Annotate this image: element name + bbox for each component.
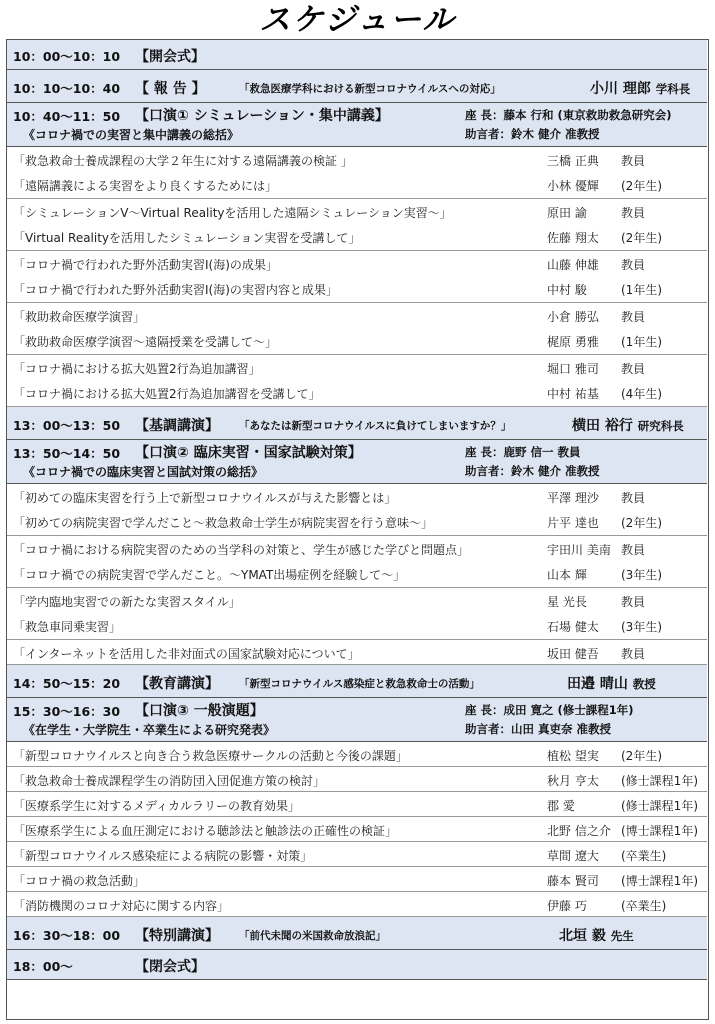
presentation-title: 「医療系学生による血圧測定における聴診法と触診法の正確性の検証」 bbox=[13, 824, 398, 838]
presenter-name: 中村 駿 bbox=[547, 283, 587, 297]
session-time: 13：00〜13：50 bbox=[13, 418, 121, 433]
presentation-title: 「コロナ禍における拡大処置2行為追加講習」 bbox=[13, 362, 261, 376]
session-chair: 座 長：鹿野 信一 教員 bbox=[465, 445, 581, 459]
session-advisor: 助言者：鈴木 健介 准教授 bbox=[465, 464, 600, 478]
lecture-title: 「新型コロナウイルス感染症と救急救命士の活動」 bbox=[239, 678, 480, 690]
session-time: 16：30〜18：00 bbox=[13, 928, 121, 943]
presenter-role: 教員 bbox=[621, 310, 646, 324]
presentation-title: 「救急救命士養成課程の大学２年生に対する遠隔講義の検証 」 bbox=[13, 154, 353, 168]
presenter-role: (2年生) bbox=[621, 749, 662, 763]
session-row bbox=[7, 950, 707, 980]
presentation-group bbox=[7, 147, 707, 199]
speaker bbox=[559, 925, 634, 945]
presenter-name: 平澤 理沙 bbox=[547, 491, 599, 505]
presenter-name: 伊藤 巧 bbox=[547, 899, 587, 913]
presenter-name: 星 光長 bbox=[547, 595, 587, 609]
presentation-title: 「インターネットを活用した非対面式の国家試験対応について」 bbox=[13, 647, 360, 661]
presentation-group bbox=[7, 355, 707, 407]
session-time: 13：50〜14：50 bbox=[13, 446, 121, 461]
presentation-title: 「コロナ禍における病院実習のための当学科の対策と、学生が感じた学びと問題点」 bbox=[13, 543, 470, 557]
presenter-name: 宇田川 美南 bbox=[547, 543, 611, 557]
presentation-group bbox=[7, 817, 707, 842]
presentation-title: 「遠隔講義による実習をより良くするためには」 bbox=[13, 179, 278, 193]
session-name: 【口演② 臨床実習・国家試験対策】 bbox=[135, 445, 362, 461]
session-time: 18：00〜 bbox=[13, 959, 73, 974]
oral-session-header bbox=[7, 103, 707, 147]
speaker bbox=[567, 673, 656, 693]
presentation-title: 「コロナ禍での病院実習で学んだこと。〜YMAT出場症例を経験して〜」 bbox=[13, 568, 406, 582]
lecture-title: 「救急医療学科における新型コロナウイルスへの対応」 bbox=[239, 83, 501, 95]
presentation-title: 「救助救命医療学演習」 bbox=[13, 310, 146, 324]
presentation-title: 「救急救命士養成課程学生の消防団入団促進方策の検討」 bbox=[13, 774, 326, 788]
speaker bbox=[590, 78, 690, 98]
presenter-role: (修士課程1年) bbox=[621, 774, 698, 788]
lecture-row bbox=[7, 70, 707, 103]
presentation-group bbox=[7, 892, 707, 917]
presentation-title: 「初めての病院実習で学んだこと〜救急救命士学生が病院実習を行う意味〜」 bbox=[13, 516, 434, 530]
presenter-role: (2年生) bbox=[621, 231, 662, 245]
presenter-role: (2年生) bbox=[621, 179, 662, 193]
presenter-name: 片平 達也 bbox=[547, 516, 599, 530]
session-name: 【特別講演】 bbox=[135, 928, 219, 944]
session-name: 【口演③ 一般演題】 bbox=[135, 703, 264, 719]
presenter-role: (1年生) bbox=[621, 283, 662, 297]
speaker-role: 先生 bbox=[610, 929, 634, 943]
presenter-role: (3年生) bbox=[621, 568, 662, 582]
lecture-title: 「前代未聞の米国救命放浪記」 bbox=[239, 930, 386, 942]
presenter-name: 植松 望実 bbox=[547, 749, 599, 763]
presenter-role: 教員 bbox=[621, 543, 646, 557]
presentation-group bbox=[7, 199, 707, 251]
presenter-role: 教員 bbox=[621, 258, 646, 272]
presenter-role: (2年生) bbox=[621, 516, 662, 530]
presentation-group bbox=[7, 792, 707, 817]
session-time: 10：40〜11：50 bbox=[13, 109, 121, 124]
presentation-title: 「Virtual Realityを活用したシミュレーション実習を受講して」 bbox=[13, 231, 361, 245]
lecture-row bbox=[7, 917, 707, 950]
presenter-name: 秋月 亨太 bbox=[547, 774, 599, 788]
presenter-role: (博士課程1年) bbox=[621, 824, 698, 838]
presenter-role: 教員 bbox=[621, 154, 646, 168]
speaker-role: 学科長 bbox=[655, 82, 691, 96]
lecture-title: 「あなたは新型コロナウイルスに負けてしまいますか？」 bbox=[239, 420, 512, 432]
presentation-title: 「医療系学生に対するメディカルラリーの教育効果」 bbox=[13, 799, 301, 813]
presentation-title: 「学内臨地実習での新たな実習スタイル」 bbox=[13, 595, 241, 609]
session-name: 【開会式】 bbox=[135, 49, 205, 65]
presentation-group bbox=[7, 842, 707, 867]
session-advisor: 助言者：鈴木 健介 准教授 bbox=[465, 127, 600, 141]
presenter-role: (1年生) bbox=[621, 335, 662, 349]
presenter-role: (3年生) bbox=[621, 620, 662, 634]
session-chair: 座 長：藤本 行和 (東京救助救急研究会) bbox=[465, 108, 672, 122]
presenter-role: (卒業生) bbox=[621, 899, 667, 913]
presenter-role: 教員 bbox=[621, 595, 646, 609]
presenter-role: (4年生) bbox=[621, 387, 662, 401]
presenter-name: 草間 遼大 bbox=[547, 849, 599, 863]
presentation-title: 「救急車同乗実習」 bbox=[13, 620, 122, 634]
presentation-title: 「コロナ禍で行われた野外活動実習Ⅰ(海)の成果」 bbox=[13, 258, 278, 272]
session-time: 10：00〜10：10 bbox=[13, 49, 121, 64]
presentation-group bbox=[7, 767, 707, 792]
session-name: 【 報 告 】 bbox=[135, 81, 206, 97]
speaker-role: 教授 bbox=[632, 677, 656, 691]
presenter-role: (修士課程1年) bbox=[621, 799, 698, 813]
session-name: 【教育講演】 bbox=[135, 676, 219, 692]
presenter-name: 堀口 雅司 bbox=[547, 362, 599, 376]
schedule-table bbox=[6, 39, 709, 1020]
presentation-title: 「新型コロナウイルス感染症による病院の影響・対策」 bbox=[13, 849, 313, 863]
session-name: 【閉会式】 bbox=[135, 959, 205, 975]
presenter-name: 中村 祐基 bbox=[547, 387, 599, 401]
presenter-name: 郡 愛 bbox=[547, 799, 575, 813]
presentation-group bbox=[7, 303, 707, 355]
presentation-title: 「コロナ禍における拡大処置2行為追加講習を受講して」 bbox=[13, 387, 321, 401]
page-title: スケジュール bbox=[259, 2, 456, 38]
oral-session-header bbox=[7, 698, 707, 742]
session-row bbox=[7, 40, 707, 70]
presentation-group bbox=[7, 742, 707, 767]
presenter-name: 坂田 健吾 bbox=[547, 647, 599, 661]
presenter-name: 藤本 賢司 bbox=[547, 874, 599, 888]
presentation-title: 「救助救命医療学演習〜遠隔授業を受講して〜」 bbox=[13, 335, 278, 349]
presenter-role: 教員 bbox=[621, 491, 646, 505]
presentation-group bbox=[7, 588, 707, 640]
presentation-title: 「新型コロナウイルスと向き合う救急医療サークルの活動と今後の課題」 bbox=[13, 749, 408, 763]
speaker-name: 横田 裕行 bbox=[572, 418, 633, 434]
presenter-role: 教員 bbox=[621, 362, 646, 376]
presentation-group bbox=[7, 484, 707, 536]
presenter-name: 三橋 正典 bbox=[547, 154, 599, 168]
presentation-group bbox=[7, 640, 707, 665]
session-advisor: 助言者：山田 真吏奈 准教授 bbox=[465, 722, 612, 736]
presenter-name: 山本 輝 bbox=[547, 568, 587, 582]
oral-session-header bbox=[7, 440, 707, 484]
session-name: 【基調講演】 bbox=[135, 418, 219, 434]
presentation-group bbox=[7, 251, 707, 303]
speaker-name: 田邉 晴山 bbox=[567, 676, 628, 692]
presentation-title: 「初めての臨床実習を行う上で新型コロナウイルスが与えた影響とは」 bbox=[13, 491, 397, 505]
presenter-role: (博士課程1年) bbox=[621, 874, 698, 888]
presentation-title: 「コロナ禍の救急活動」 bbox=[13, 874, 146, 888]
presentation-group bbox=[7, 867, 707, 892]
presentation-title: 「コロナ禍で行われた野外活動実習Ⅰ(海)の実習内容と成果」 bbox=[13, 283, 338, 297]
presentation-group bbox=[7, 536, 707, 588]
session-time: 10：10〜10：40 bbox=[13, 81, 121, 96]
lecture-row bbox=[7, 407, 707, 440]
speaker bbox=[572, 415, 684, 435]
presenter-name: 原田 諭 bbox=[547, 206, 587, 220]
session-time: 14：50〜15：20 bbox=[13, 676, 121, 691]
session-name: 【口演① シミュレーション・集中講義】 bbox=[135, 108, 389, 124]
speaker-name: 北垣 毅 bbox=[559, 928, 606, 944]
session-subtitle: 《コロナ禍での実習と集中講義の総括》 bbox=[23, 128, 240, 142]
presenter-role: (卒業生) bbox=[621, 849, 667, 863]
session-chair: 座 長：成田 寛之 (修士課程1年) bbox=[465, 703, 634, 717]
session-subtitle: 《コロナ禍での臨床実習と国試対策の総括》 bbox=[23, 465, 264, 479]
presenter-role: 教員 bbox=[621, 206, 646, 220]
presenter-role: 教員 bbox=[621, 647, 646, 661]
presentation-title: 「消防機関のコロナ対応に関する内容」 bbox=[13, 899, 230, 913]
presentation-title: 「シミュレーションⅤ〜Virtual Realityを活用した遠隔シミュレーション実習〜」 bbox=[13, 206, 452, 220]
presenter-name: 佐藤 翔太 bbox=[547, 231, 599, 245]
presenter-name: 石場 健太 bbox=[547, 620, 599, 634]
speaker-name: 小川 理郎 bbox=[590, 81, 651, 97]
presenter-name: 小林 優輝 bbox=[547, 179, 599, 193]
presenter-name: 北野 信之介 bbox=[547, 824, 611, 838]
presenter-name: 梶原 勇雅 bbox=[547, 335, 599, 349]
presenter-name: 山藤 伸雄 bbox=[547, 258, 599, 272]
session-subtitle: 《在学生・大学院生・卒業生による研究発表》 bbox=[23, 723, 276, 737]
session-time: 15：30〜16：30 bbox=[13, 704, 121, 719]
speaker-role: 研究科長 bbox=[637, 419, 684, 433]
lecture-row bbox=[7, 665, 707, 698]
presenter-name: 小倉 勝弘 bbox=[547, 310, 599, 324]
